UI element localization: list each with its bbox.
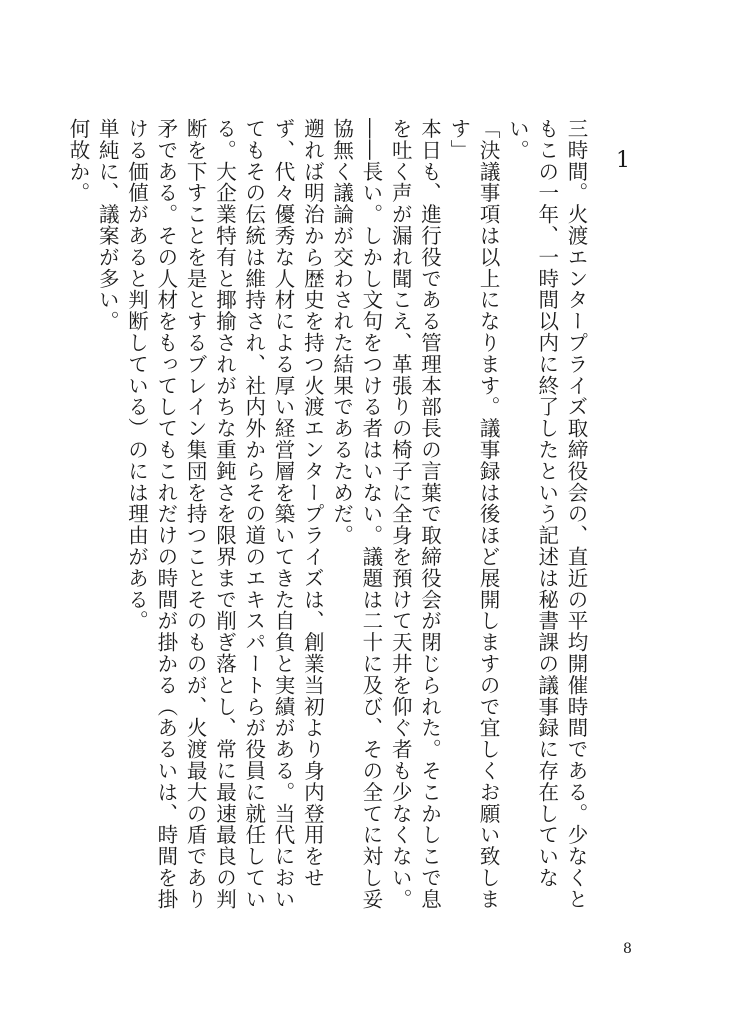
paragraph: 「決議事項は以上になります。議事録は後ほど展開しますので宜しくお願い致します」: [446, 118, 501, 910]
paragraph: 三時間。火渡エンタープライズ取締役会の、直近の平均開催時間である。少なくともこの一年、一時間以内に終了したという記述は秘書課の議事録に存在していない。: [505, 118, 588, 910]
paragraph: 単純に、議案が多い。: [95, 118, 120, 332]
paragraph: 何故か。: [65, 118, 90, 204]
paragraph: 遡れば明治から歴史を持つ火渡エンタープライズは、創業当初より身内登用をせず、代々優秀な人材による厚い経営層を築いてきた自負と実績がある。当代においてもその伝統は維持され、社内外からその道のエキスパートらが役員に就任している。大企業特有と揶揄されがちな重鈍さを限界まで削ぎ落とし、常に最速最良の判断を下すことを是とするブレイン集団を持つことそのものが、火渡最大の盾であり矛である。その人材をもってしてもこれだけの時間が掛かる（あるいは、時間を掛ける価値があると判断している）のには理由がある。: [124, 118, 325, 910]
chapter-number: 1: [616, 148, 630, 173]
paragraph: 本日も、進行役である管理本部長の言葉で取締役会が閉じられた。そこかしこで息を吐く声が漏れ聞こえ、革張りの椅子に全身を預けて天井を仰ぐ者も少なくない。――長い。しかし文句をつける者はいない。議題は二十に及び、その全てに対し妥協無く議論が交わされた結果であるためだ。: [329, 118, 442, 910]
page-number: 8: [623, 941, 632, 957]
body-text: [65, 118, 590, 918]
